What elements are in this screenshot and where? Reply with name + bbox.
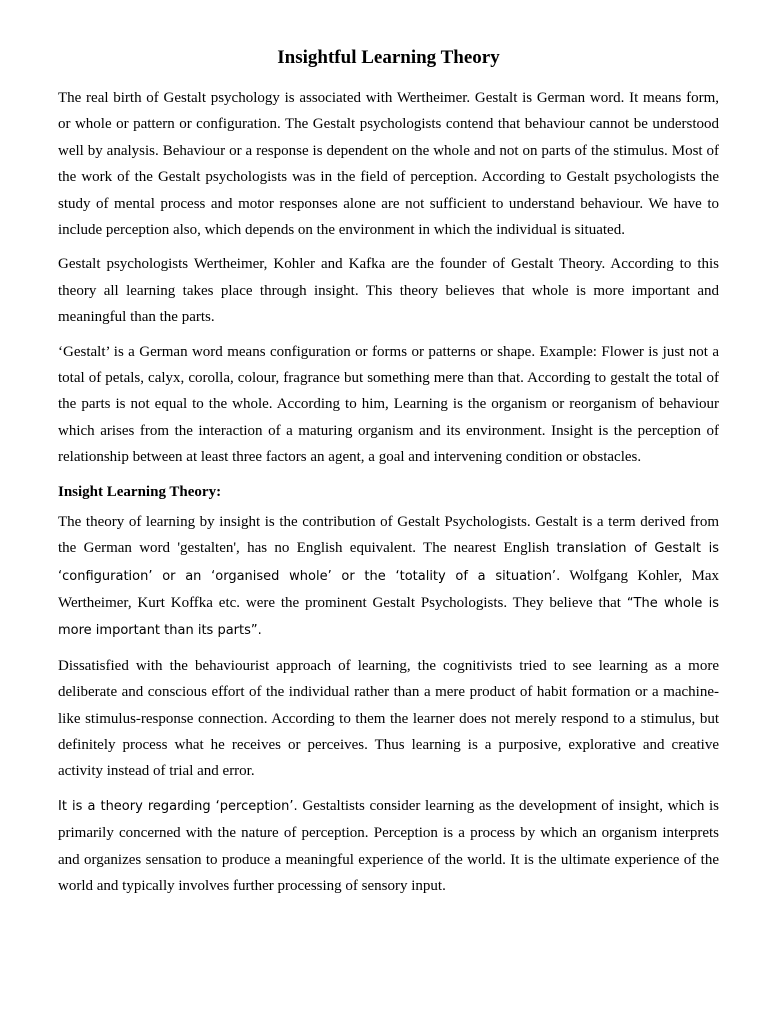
- paragraph-2: Gestalt psychologists Wertheimer, Kohler and Kafka are the founder of Gestalt Theory. According to this theory all learning takes place through insight. This theory believes that whole is more important and meaningful than the parts.: [58, 256, 719, 326]
- page-title: Insightful Learning Theory: [277, 47, 500, 68]
- paragraph-1: The real birth of Gestalt psychology is associated with Wertheimer. Gestalt is German word. It means form, or whole or pattern or configuration. The Gestalt psychologists contend that behaviour cannot be understood well by analysis. Behaviour or a response is dependent on the whole and not on parts of the stimulus. Most of the work of the Gestalt psychologists was in the field of perception. According to Gestalt psychologists the study of mental process and motor responses alone are not sufficient to understand behaviour. We have to include perception also, which depends on the environment in which the individual is situated.: [58, 90, 719, 239]
- paragraph-4-quote: “The whole is more important than its parts”.: [58, 595, 719, 639]
- paragraph-4-part-2: translation of Gestalt is ‘configuration’ or an ‘organised whole’ or the ‘totality of a situation’.: [58, 541, 719, 584]
- paragraph-4-part-1: The theory of learning by insight is the contribution of Gestalt Psychologists. Gestalt is a term derived from the German word 'gestalten', has no English equivalent. The nearest English: [58, 513, 719, 557]
- document-page: [58, 44, 719, 907]
- paragraph-5: Dissatisfied with the behaviourist approach of learning, the cognitivists tried to see learning as a more deliberate and conscious effort of the individual rather than a mere product of habit formation or a machine-like stimulus-response connection. According to them the learner does not merely respond to a stimulus, but definitely process what he receives or perceives. Thus learning is a purposive, explorative and creative activity instead of trial and error.: [58, 657, 719, 780]
- section-heading: Insight Learning Theory:: [58, 483, 222, 500]
- paragraph-6-part-1: It is a theory regarding ‘perception’.: [58, 798, 298, 814]
- paragraph-4-part-3: Wolfgang Kohler, Max Wertheimer, Kurt Koffka etc. were the prominent Gestalt Psychologists. They believe that: [58, 567, 719, 611]
- paragraph-4: [58, 509, 719, 645]
- paragraph-3: ‘Gestalt’ is a German word means configuration or forms or patterns or shape. Example: Flower is just not a total of petals, calyx, corolla, colour, fragrance but something mere than that. According to gestalt the total of the parts is not equal to the whole. According to him, Learning is the organism or reorganism of behaviour which arises from the interaction of a maturing organism and its environment. Insight is the perception of relationship between at least three factors an agent, a goal and intervening condition or obstacles.: [58, 343, 719, 466]
- paragraph-6-part-2: Gestaltists consider learning as the development of insight, which is primarily concerned with the nature of perception. Perception is a process by which an organism interprets and organizes sensation to produce a meaningful experience of the world. It is the ultimate experience of the world and typically involves further processing of sensory input.: [58, 797, 719, 894]
- paragraph-6: [58, 793, 719, 900]
